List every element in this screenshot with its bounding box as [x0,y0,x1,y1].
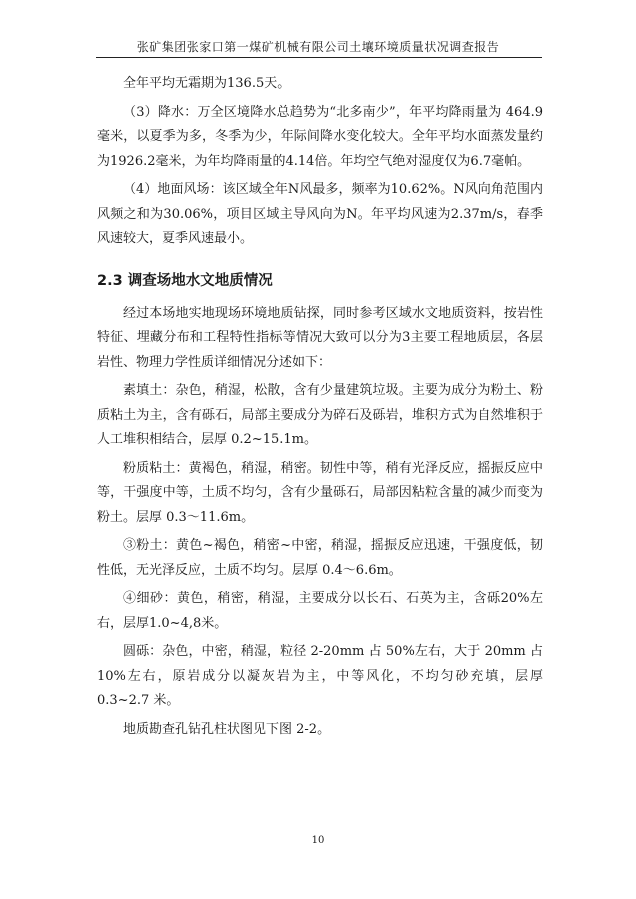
layer-fill-soil-paragraph: 素填土：杂色，稍湿，松散，含有少量建筑垃圾。主要为成分为粉土、粉质粘土为主，含有砾石，局部主要成分为碎石及砾岩，堆积方式为自然堆积于人工堆积相结合，层厚 0.2~15.1m。 [97,383,543,447]
layer-silt-paragraph: ③粉土：黄色~褐色，稍密~中密，稍湿，摇振反应迅速，干强度低，韧性低，无光泽反应，土质不均匀。层厚 0.4～6.6m。 [97,538,543,578]
precipitation-paragraph: （3）降水：万全区境降水总趋势为“北多南少”，年平均降雨量为 464.9 毫米，以夏季为多，冬季为少，年际间降水变化较大。全年平均水面蒸发量约为1926.2毫米，为年均降雨量的4.14倍。年均空气绝对湿度仅为6.7毫帕。 [97,104,543,169]
page-body [97,72,543,746]
layer-fine-sand-paragraph: ④细砂：黄色，稍密，稍湿，主要成分以长石、石英为主，含砾20%左右，层厚1.0~4,8米。 [97,591,543,631]
header-divider [96,57,542,58]
page-number: 10 [311,835,325,846]
layer-gravel-paragraph: 圆砾：杂色，中密，稍湿，粒径 2-20mm 占 50%左右，大于 20mm 占 10%左右，原岩成分以凝灰岩为主，中等风化，不均匀砂充填，层厚 0.3~2.7 米。 [97,644,543,708]
layer-silty-clay-paragraph: 粉质粘土：黄褐色，稍湿，稍密。韧性中等，稍有光泽反应，摇振反应中等，干强度中等，土质不均匀，含有少量砾石，局部因粘粒含量的减少而变为粉土。层厚 0.3～11.6m。 [97,460,543,525]
wind-paragraph: （4）地面风场：该区域全年N风最多，频率为10.62%。N风向角范围内风频之和为30.06%，项目区域主导风向为N。年平均风速为2.37m/s，春季风速较大，夏季风速最小。 [97,182,543,246]
frost-free-paragraph: 全年平均无霜期为136.5天。 [123,76,291,91]
page-header-title: 张矿集团张家口第一煤矿机械有限公司土壤环境质量状况调查报告 [136,40,500,54]
closing-paragraph: 地质勘查孔钻孔柱状图见下图 2-2。 [123,721,331,737]
section-heading: 2.3 调查场地水文地质情况 [97,272,273,289]
section-intro-paragraph: 经过本场地实地现场环境地质钻探，同时参考区域水文地质资料，按岩性特征、埋藏分布和工程特性指标等情况大致可以分为3主要工程地质层，各层岩性、物理力学性质详细情况分述如下： [97,305,543,370]
